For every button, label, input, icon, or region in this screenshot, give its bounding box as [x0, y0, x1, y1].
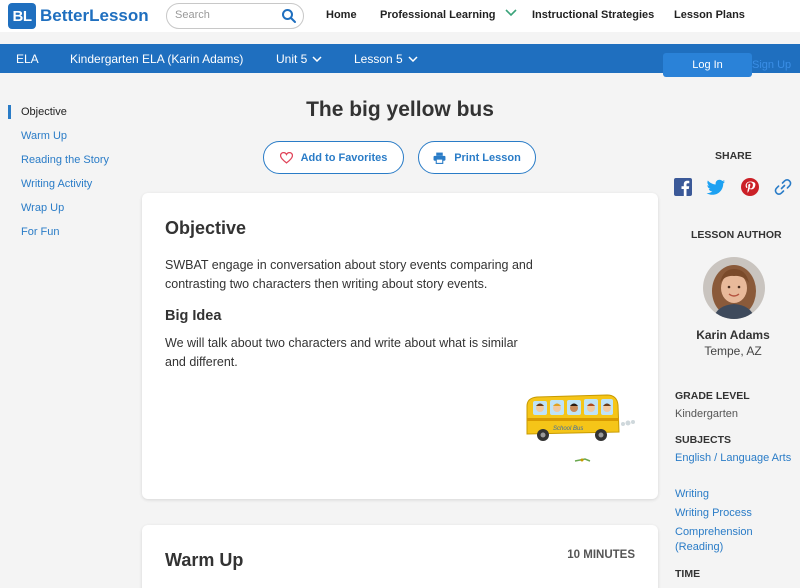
print-lesson-label: Print Lesson — [454, 151, 521, 164]
chevron-down-icon — [505, 9, 517, 17]
crumb-course[interactable]: Kindergarten ELA (Karin Adams) — [70, 52, 244, 66]
subject-link-comprehension[interactable]: Comprehension (Reading) — [675, 526, 753, 553]
author-name[interactable]: Karin Adams — [696, 328, 770, 342]
facebook-icon[interactable] — [673, 177, 693, 197]
crumb-unit[interactable] — [276, 52, 322, 66]
sidebar-item-reading-the-story[interactable]: Reading the Story — [21, 154, 110, 166]
time-label: TIME — [675, 568, 701, 580]
add-to-favorites-button[interactable] — [263, 141, 404, 174]
sidebar-item-for-fun[interactable]: For Fun — [21, 226, 60, 238]
objective-card — [142, 193, 658, 499]
page-title: The big yellow bus — [306, 98, 494, 121]
pinterest-icon[interactable] — [740, 177, 760, 197]
sidebar-item-warm-up[interactable]: Warm Up — [21, 130, 68, 142]
search-icon[interactable] — [281, 8, 297, 24]
objective-heading: Objective — [165, 218, 247, 238]
crumb-lesson-label: Lesson 5 — [354, 52, 403, 66]
warm-up-card — [142, 525, 658, 588]
big-idea-heading: Big Idea — [165, 308, 222, 324]
warm-up-duration: 10 MINUTES — [567, 549, 635, 561]
school-bus-image — [519, 388, 639, 473]
nav-professional-learning-label: Professional Learning — [380, 9, 496, 21]
nav-instructional-strategies[interactable]: Instructional Strategies — [532, 9, 655, 21]
bus-sign-text: School Bus — [553, 426, 584, 432]
share-label: SHARE — [715, 150, 752, 162]
search-box — [166, 3, 304, 29]
sidebar-item-objective[interactable]: Objective — [0, 100, 130, 124]
subject-link-writing[interactable]: Writing — [675, 488, 710, 500]
lesson-author-label: LESSON AUTHOR — [691, 229, 782, 241]
big-idea-text: We will talk about two characters and write about what is similar and different. — [165, 336, 518, 369]
share-buttons — [672, 177, 794, 197]
login-button[interactable]: Log In — [663, 53, 752, 77]
crumb-lesson[interactable] — [354, 52, 418, 66]
logo-mark: BL — [8, 3, 36, 29]
sidebar-item-wrap-up[interactable]: Wrap Up — [21, 202, 65, 214]
grade-level-label: GRADE LEVEL — [675, 390, 750, 402]
print-lesson-button[interactable] — [418, 141, 536, 174]
heart-icon — [280, 152, 293, 164]
search-input[interactable] — [175, 9, 280, 21]
lesson-section-nav — [0, 100, 130, 244]
subjects-label: SUBJECTS — [675, 434, 732, 446]
add-to-favorites-label: Add to Favorites — [300, 151, 388, 164]
printer-icon — [433, 152, 446, 164]
signup-link[interactable]: Sign Up — [752, 59, 792, 71]
nav-professional-learning[interactable] — [380, 9, 517, 21]
crumb-unit-label: Unit 5 — [276, 52, 308, 66]
betterlesson-logo[interactable] — [8, 3, 149, 29]
subject-link-writing-process[interactable]: Writing Process — [675, 507, 752, 519]
author-avatar[interactable] — [703, 257, 765, 319]
author-location: Tempe, AZ — [704, 344, 762, 358]
chevron-down-icon — [408, 56, 418, 62]
objective-text: SWBAT engage in conversation about story events comparing and contrasting two characters then writing about story events. — [165, 258, 533, 291]
crumb-subject[interactable]: ELA — [16, 52, 39, 66]
chevron-down-icon — [312, 56, 322, 62]
subject-link-ela[interactable]: English / Language Arts — [675, 452, 792, 464]
sidebar-item-writing-activity[interactable]: Writing Activity — [21, 178, 93, 190]
top-header — [0, 0, 800, 32]
link-icon[interactable] — [773, 177, 793, 197]
grade-level-value: Kindergarten — [675, 408, 738, 420]
logo-text: BetterLesson — [40, 6, 149, 25]
nav-lesson-plans[interactable]: Lesson Plans — [674, 9, 745, 21]
warm-up-heading: Warm Up — [165, 550, 244, 570]
twitter-icon[interactable] — [706, 177, 726, 197]
nav-home[interactable]: Home — [326, 9, 357, 21]
